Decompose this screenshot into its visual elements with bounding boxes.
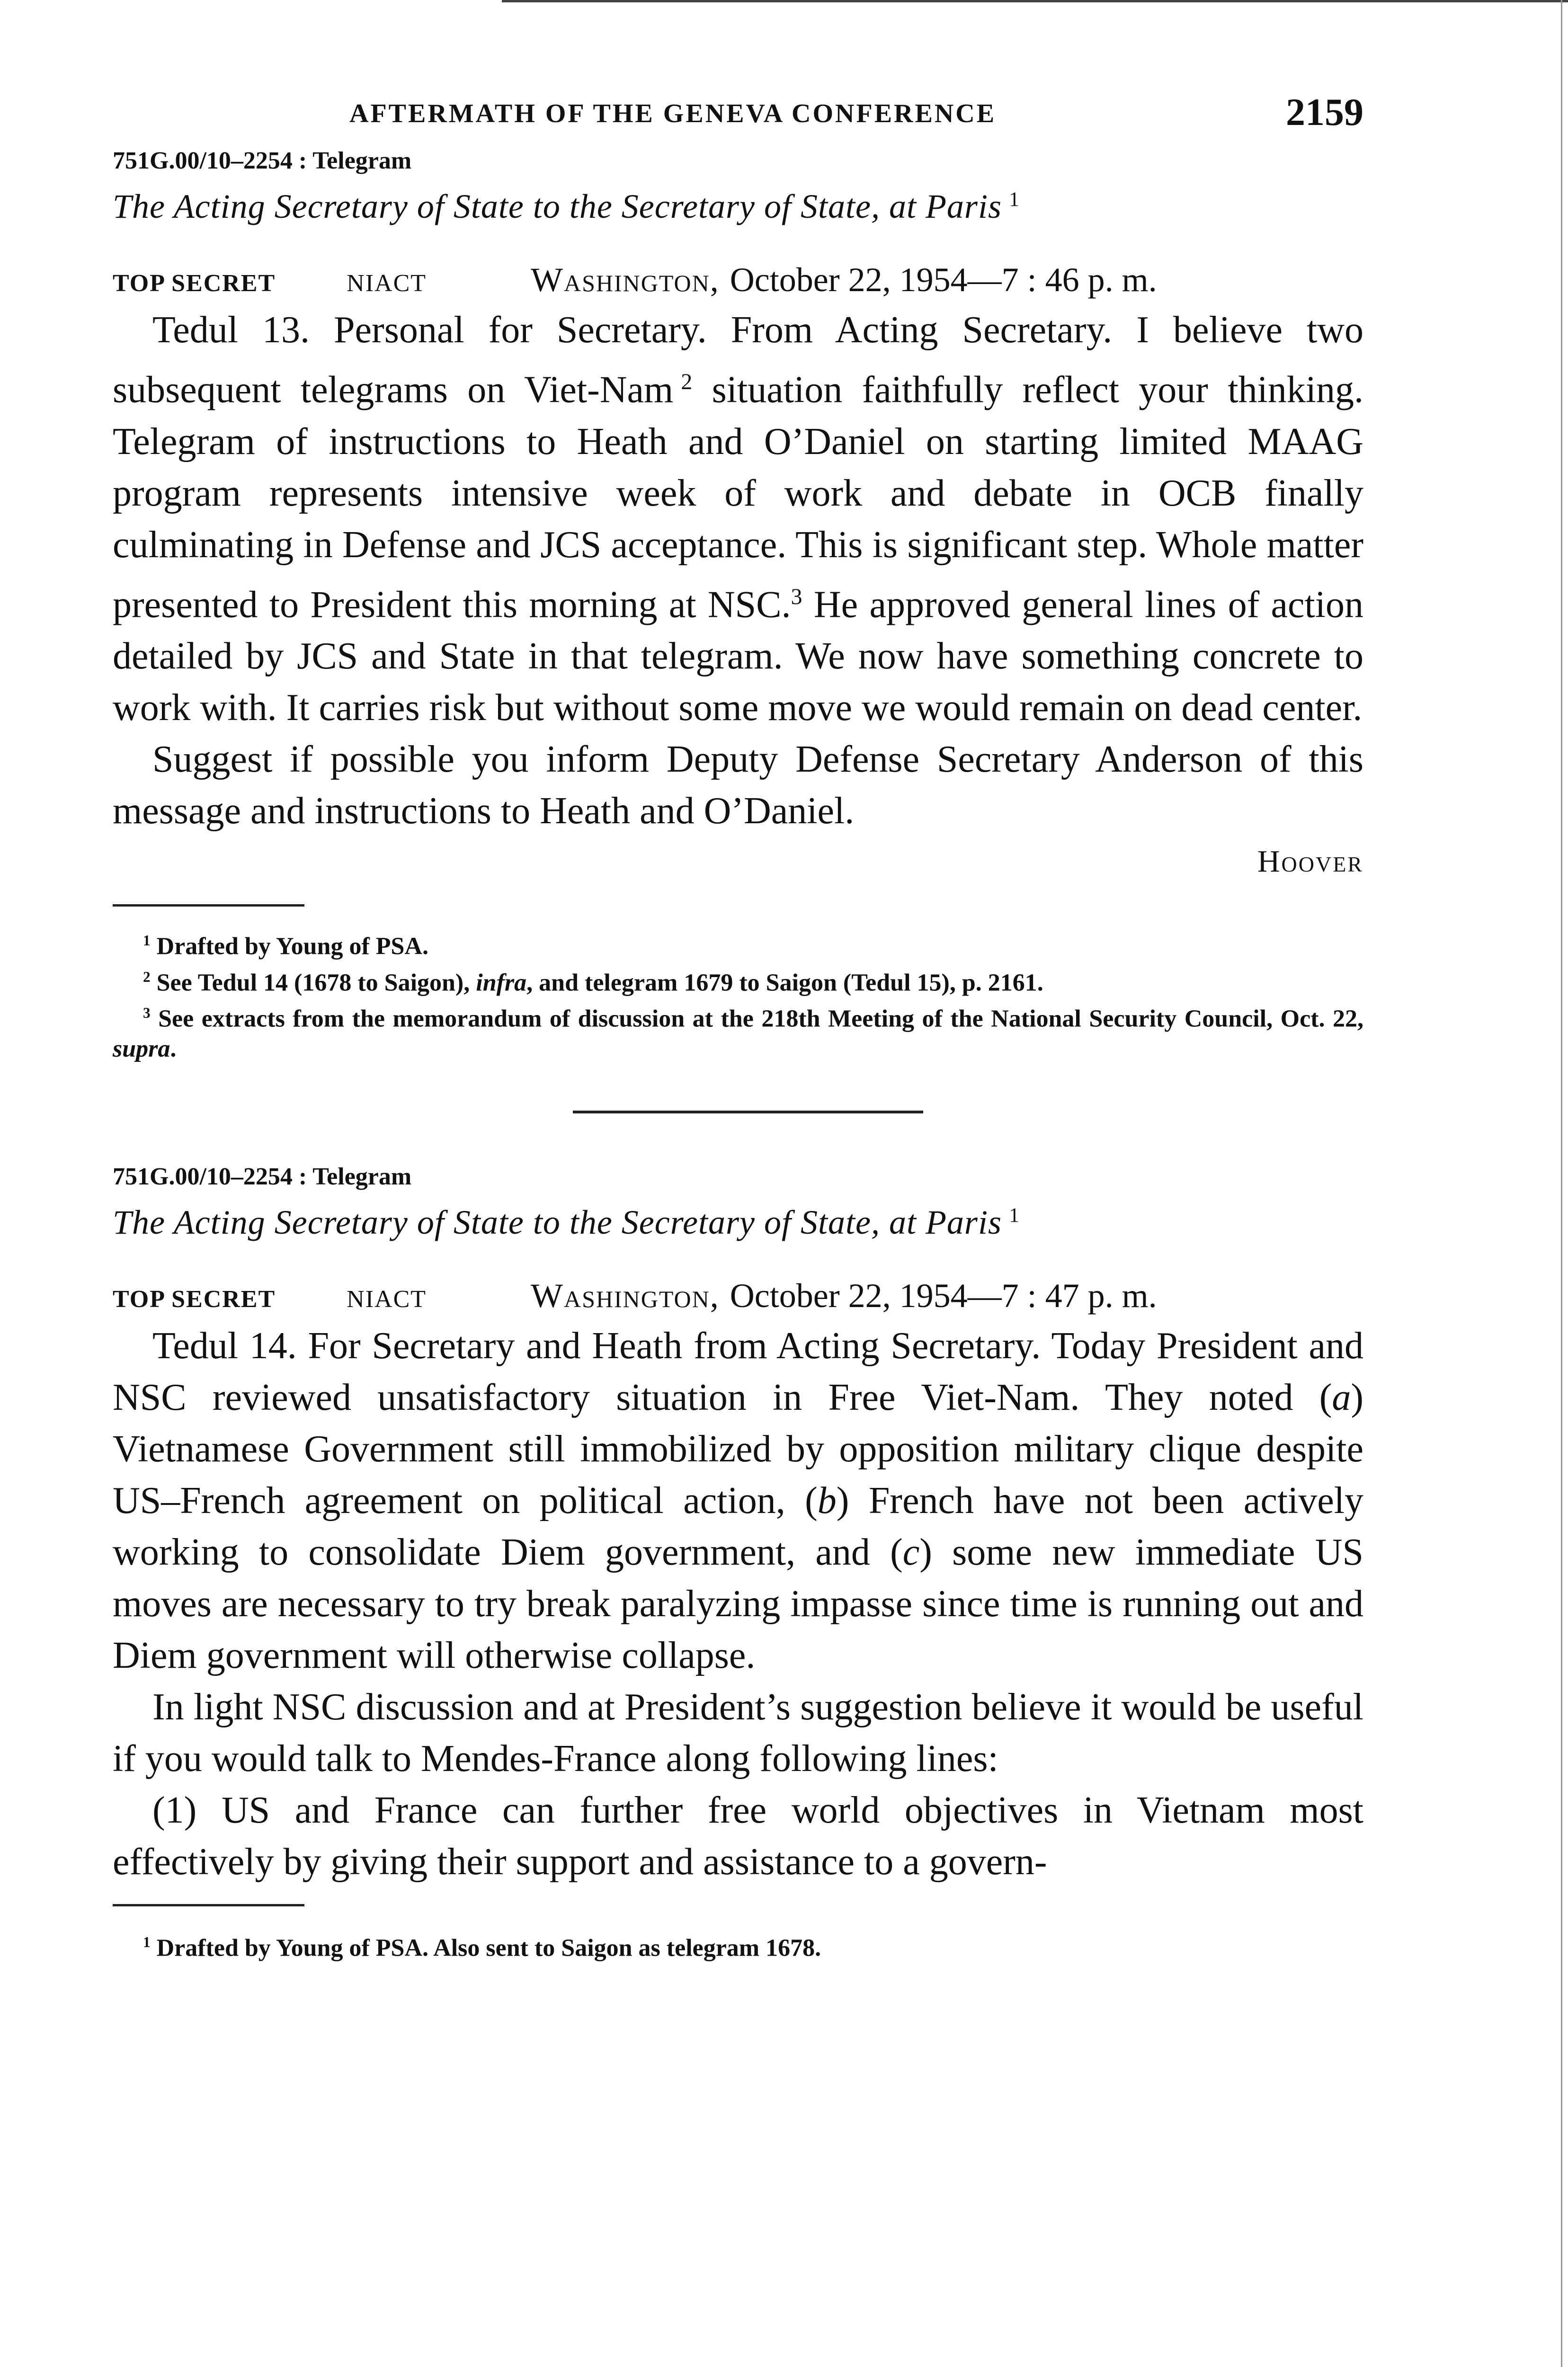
date-time: October 22, 1954—7 : 47 p. m. xyxy=(730,1277,1157,1315)
footnote-mark: 1 xyxy=(143,932,151,949)
title-footnote-mark: 1 xyxy=(1009,1204,1020,1227)
document-page xyxy=(113,90,1363,1964)
footnote-text: Drafted by Young of PSA. xyxy=(150,933,429,960)
footnote-text: Drafted by Young of PSA. Also sent to Saigon as telegram 1678. xyxy=(150,1934,821,1962)
enumeration-letter: a xyxy=(1332,1377,1351,1419)
footnote-text: See extracts from the memorandum of discussion at the 218th Meeting of the National Security Council, Oct. 22, xyxy=(150,1005,1363,1032)
precedence: NIACT xyxy=(347,1286,427,1313)
footnote-text: . xyxy=(170,1035,177,1063)
text-run: Tedul 14. For Secretary and Heath from Acting Secretary. Today President and NSC reviewed unsatisfactory situation in Free Viet-Nam. They noted ( xyxy=(113,1325,1363,1419)
footnotes xyxy=(113,1927,1363,1963)
footnote xyxy=(113,998,1363,1064)
text-run: situation faithfully reflect your thinking. Telegram of instructions to Heath and O’Daniel on starting limited MAAG program represents intensive week of work and debate in OCB finally culminating in Defense and JCS acceptance. This is significant step. Whole matter presented to President this morning at NSC. xyxy=(113,369,1363,626)
body-paragraph xyxy=(113,304,1363,734)
title-text: The Acting Secretary of State to the Secretary of State, at Paris xyxy=(113,1203,1002,1242)
scan-edge-top xyxy=(502,0,1568,2)
text-run: ) French have not been actively working to consolidate Diem government, and ( xyxy=(113,1480,1364,1574)
title-text: The Acting Secretary of State to the Secretary of State, at Paris xyxy=(113,187,1002,225)
document-separator xyxy=(573,1111,923,1113)
footnote-mark: 2 xyxy=(143,968,151,985)
file-reference: 751G.00/10–2254 : Telegram xyxy=(113,1163,412,1191)
date-time: October 22, 1954—7 : 46 p. m. xyxy=(730,261,1157,299)
text-run: He approved general lines of action detailed by JCS and State in that telegram. We now have something concrete to work with. It carries risk but without some move we would remain on dead center. xyxy=(113,584,1363,729)
body-paragraph xyxy=(113,1320,1363,1682)
text-run: ) Vietnamese Government still immobilized by opposition military clique despite US–French agreement on political action, ( xyxy=(113,1377,1363,1522)
dateline xyxy=(113,1276,1363,1316)
footnotes xyxy=(113,925,1363,1064)
footnote-text: See Tedul 14 (1678 to Saigon), xyxy=(150,969,476,996)
dateline xyxy=(113,260,1363,300)
body-paragraph: Suggest if possible you inform Deputy Defense Secretary Anderson of this message and instructions to Heath and O’Daniel. xyxy=(113,739,1363,832)
text-run: Tedul 13. Personal for Secretary. From Acting Secretary. I believe two subsequent telegrams on Viet-Nam xyxy=(113,309,1363,411)
footnote-italic: supra xyxy=(113,1035,170,1063)
text-run: ) some new immediate US moves are necessary to try break paralyzing impasse since time is running out and Diem government will otherwise collapse. xyxy=(113,1531,1363,1677)
footnote-mark: 3 xyxy=(791,584,802,609)
footnote xyxy=(113,1927,1363,1963)
body-paragraph: In light NSC discussion and at President’s suggestion believe it would be useful if you would talk to Mendes-France along following lines: xyxy=(113,1686,1363,1780)
footnote-rule xyxy=(113,904,304,907)
precedence: NIACT xyxy=(347,270,427,297)
running-head: AFTERMATH OF THE GENEVA CONFERENCE xyxy=(349,99,997,128)
enumeration-letter: c xyxy=(902,1531,920,1574)
place: Washington, xyxy=(531,261,720,299)
classification: TOP SECRET xyxy=(113,270,276,297)
telegram-tedul-14 xyxy=(113,1163,1363,1963)
telegram-tedul-13 xyxy=(113,147,1363,1064)
footnote-mark: 3 xyxy=(143,1004,151,1021)
place: Washington, xyxy=(531,1277,720,1315)
scan-edge-right xyxy=(1561,0,1562,2367)
footnote-text: , and telegram 1679 to Saigon (Tedul 15), p. 2161. xyxy=(526,969,1043,996)
classification: TOP SECRET xyxy=(113,1286,276,1313)
document-title xyxy=(113,1203,1363,1242)
body-paragraph: (1) US and France can further free world objectives in Vietnam most effectively by giving their support and assistance to a govern- xyxy=(113,1789,1363,1883)
footnote-italic: infra xyxy=(476,969,527,996)
footnote-mark: 1 xyxy=(143,1934,151,1951)
enumeration-letter: b xyxy=(817,1480,837,1522)
footnote-rule xyxy=(113,1904,304,1906)
title-footnote-mark: 1 xyxy=(1009,188,1020,211)
file-reference: 751G.00/10–2254 : Telegram xyxy=(113,147,412,174)
footnote-mark: 2 xyxy=(681,369,693,394)
document-title xyxy=(113,187,1363,226)
footnote xyxy=(113,925,1363,961)
page-header xyxy=(113,90,1363,147)
footnote xyxy=(113,962,1363,998)
signature: Hoover xyxy=(1257,844,1363,879)
page-number: 2159 xyxy=(1286,90,1363,133)
